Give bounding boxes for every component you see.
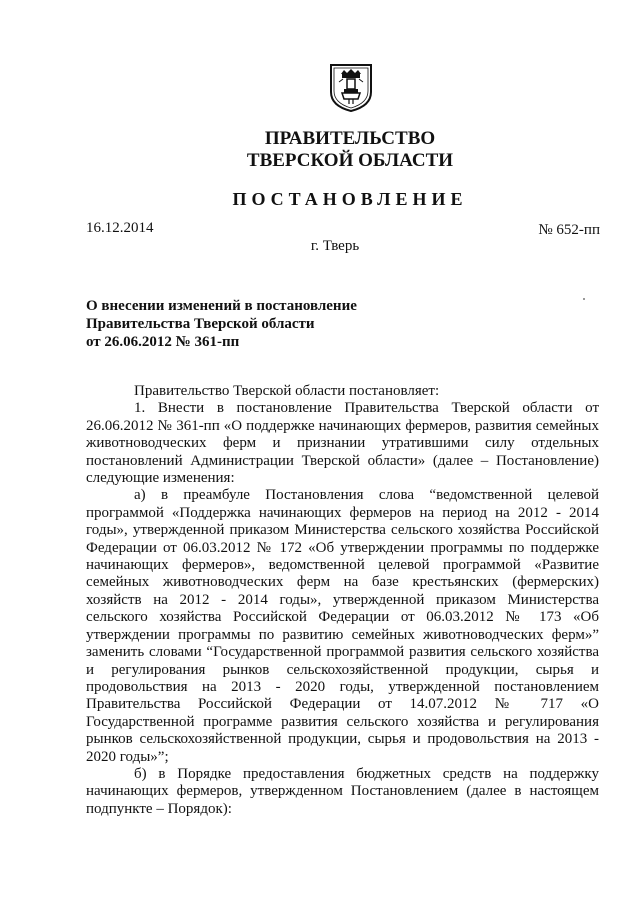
paragraph-b: б) в Порядке предоставления бюджетных средств на поддержку начинающих фермеров, утвержденном Постановлением (далее в настоящем подпункте – Порядок): xyxy=(86,765,599,817)
subject-line: от 26.06.2012 № 361-пп xyxy=(86,334,240,350)
decree-subject xyxy=(86,297,357,351)
intro-paragraph: Правительство Тверской области постановляет: xyxy=(134,383,440,399)
subject-line: Правительства Тверской области xyxy=(86,316,315,332)
decree-date: 16.12.2014 xyxy=(86,220,154,236)
government-title-line2: ТВЕРСКОЙ ОБЛАСТИ xyxy=(246,150,454,171)
scan-speck xyxy=(583,298,585,300)
decree-body xyxy=(86,383,599,818)
decree-city: г. Тверь xyxy=(310,238,360,254)
paragraph-1: 1. Внести в постановление Правительства Тверской области от 26.06.2012 № 361-пп «О поддержке начинающих фермеров, развития семейных животноводческих ферм и признании утратившими силу отдельных постановлений Администрации Тверской области» (далее – Постановление) следующие изменения: xyxy=(86,400,599,487)
tver-coat-of-arms-icon xyxy=(327,62,375,112)
subject-line: О внесении изменений в постановление xyxy=(86,298,357,314)
document-type-title: ПОСТАНОВЛЕНИЕ xyxy=(232,189,468,209)
government-title-line1: ПРАВИТЕЛЬСТВО xyxy=(264,128,436,149)
paragraph-a: а) в преамбуле Постановления слова “ведомственной целевой программой «Поддержка начинающих фермеров на период на 2012 - 2014 годы», утвержденной приказом Министерства сельского хозяйства Российской Федерации от 06.03.2012 № 172 «Об утверждении программы по поддержке начинающих фермеров», ведомственной целевой программой «Развитие семейных животноводческих ферм на базе крестьянских (фермерских) хозяйств на 2012 - 2014 годы», утвержденной приказом Министерства сельского хозяйства Российской Федерации от 06.03.2012 № 173 «Об утверждении программы по развитию семейных животноводческих ферм»” заменить словами “Государственной программой развития сельского хозяйства и регулирования рынков сельскохозяйственной продукции, сырья и продовольствия на 2013 - 2020 годы, утвержденной постановлением Правительства Российской Федерации от 14.07.2012 № 717 «О Государственной программе развития сельского хозяйства и регулирования рынков сельскохозяйственной продукции, сырья и продовольствия на 2013 - 2020 годы»”; xyxy=(86,487,599,765)
decree-number: № 652-пп xyxy=(538,222,600,238)
